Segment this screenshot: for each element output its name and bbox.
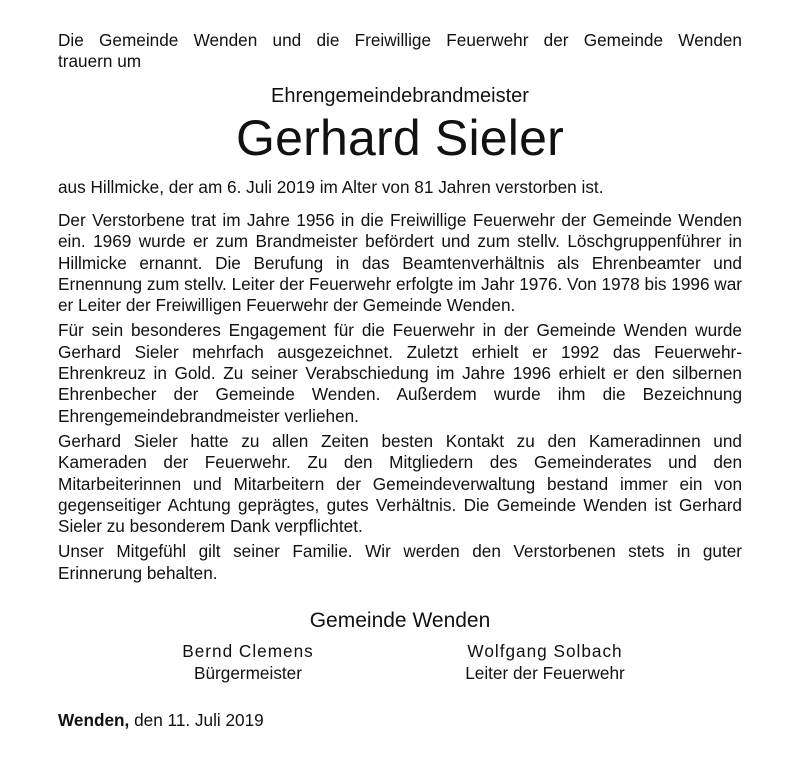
paragraph-career: Der Verstorbene trat im Jahre 1956 in die Freiwillige Feuerwehr der Gemeinde Wenden ein. 1969 wurde er zum Brandmeister befördert und zum stellv. Löschgruppenführer in Hillmicke ernannt. Die Berufung in das Beamtenverhältnis als Ehrenbeamter und Ernennung zum stellv. Leiter der Feuerwehr erfolgte im Jahr 1976. Von 1978 bis 1996 war er Leiter der Freiwilligen Feuerwehr der Gemeinde Wenden.	[58, 210, 742, 316]
intro-line-1: Die Gemeinde Wenden und die Freiwillige Feuerwehr der Gemeinde Wenden	[58, 30, 742, 50]
paragraph-condolence: Unser Mitgefühl gilt seiner Familie. Wir werden den Verstorbenen stets in guter Erinnerung behalten.	[58, 541, 742, 583]
signatory-role: Leiter der Feuerwehr	[465, 663, 625, 684]
deceased-name: Gerhard Sieler	[236, 110, 564, 166]
signatory-role: Bürgermeister	[194, 663, 302, 684]
honorary-title: Ehrengemeindebrandmeister	[271, 85, 529, 107]
paragraph-relations: Gerhard Sieler hatte zu allen Zeiten besten Kontakt zu den Kameradinnen und Kameraden der Feuerwehr. Zu den Mitgliedern des Gemeinderates und den Mitarbeiterinnen und Mitarbeitern der Gemeindeverwaltung bestand immer ein von gegenseitiger Achtung geprägtes, gutes Verhältnis. Die Gemeinde Wenden ist Gerhard Sieler zu besonderem Dank verpflichtet.	[58, 430, 742, 537]
signatory-mayor	[154, 640, 342, 684]
signatory-name: Bernd Clemens	[182, 641, 314, 662]
date: den 11. Juli 2019	[129, 710, 264, 730]
origin-and-death-line: aus Hillmicke, der am 6. Juli 2019 im Alter von 81 Jahren verstorben ist.	[58, 177, 604, 197]
organization-name: Gemeinde Wenden	[309, 609, 491, 633]
signatures	[58, 640, 742, 688]
signatory-name: Wolfgang Solbach	[467, 641, 623, 662]
place: Wenden,	[58, 710, 130, 730]
signatory-fire-chief	[438, 640, 652, 684]
intro-line-2: trauern um	[58, 51, 142, 71]
intro-text	[58, 30, 742, 72]
place-and-date	[58, 709, 264, 731]
paragraph-awards: Für sein besonderes Engagement für die Feuerwehr in der Gemeinde Wenden wurde Gerhard Sieler mehrfach ausgezeichnet. Zuletzt erhielt er 1992 das Feuerwehr-Ehrenkreuz in Gold. Zu seiner Verabschiedung im Jahre 1996 erhielt er den silbernen Ehrenbecher der Gemeinde Wenden. Außerdem wurde ihm die Bezeichnung Ehrengemeindebrandmeister verliehen.	[58, 320, 742, 426]
